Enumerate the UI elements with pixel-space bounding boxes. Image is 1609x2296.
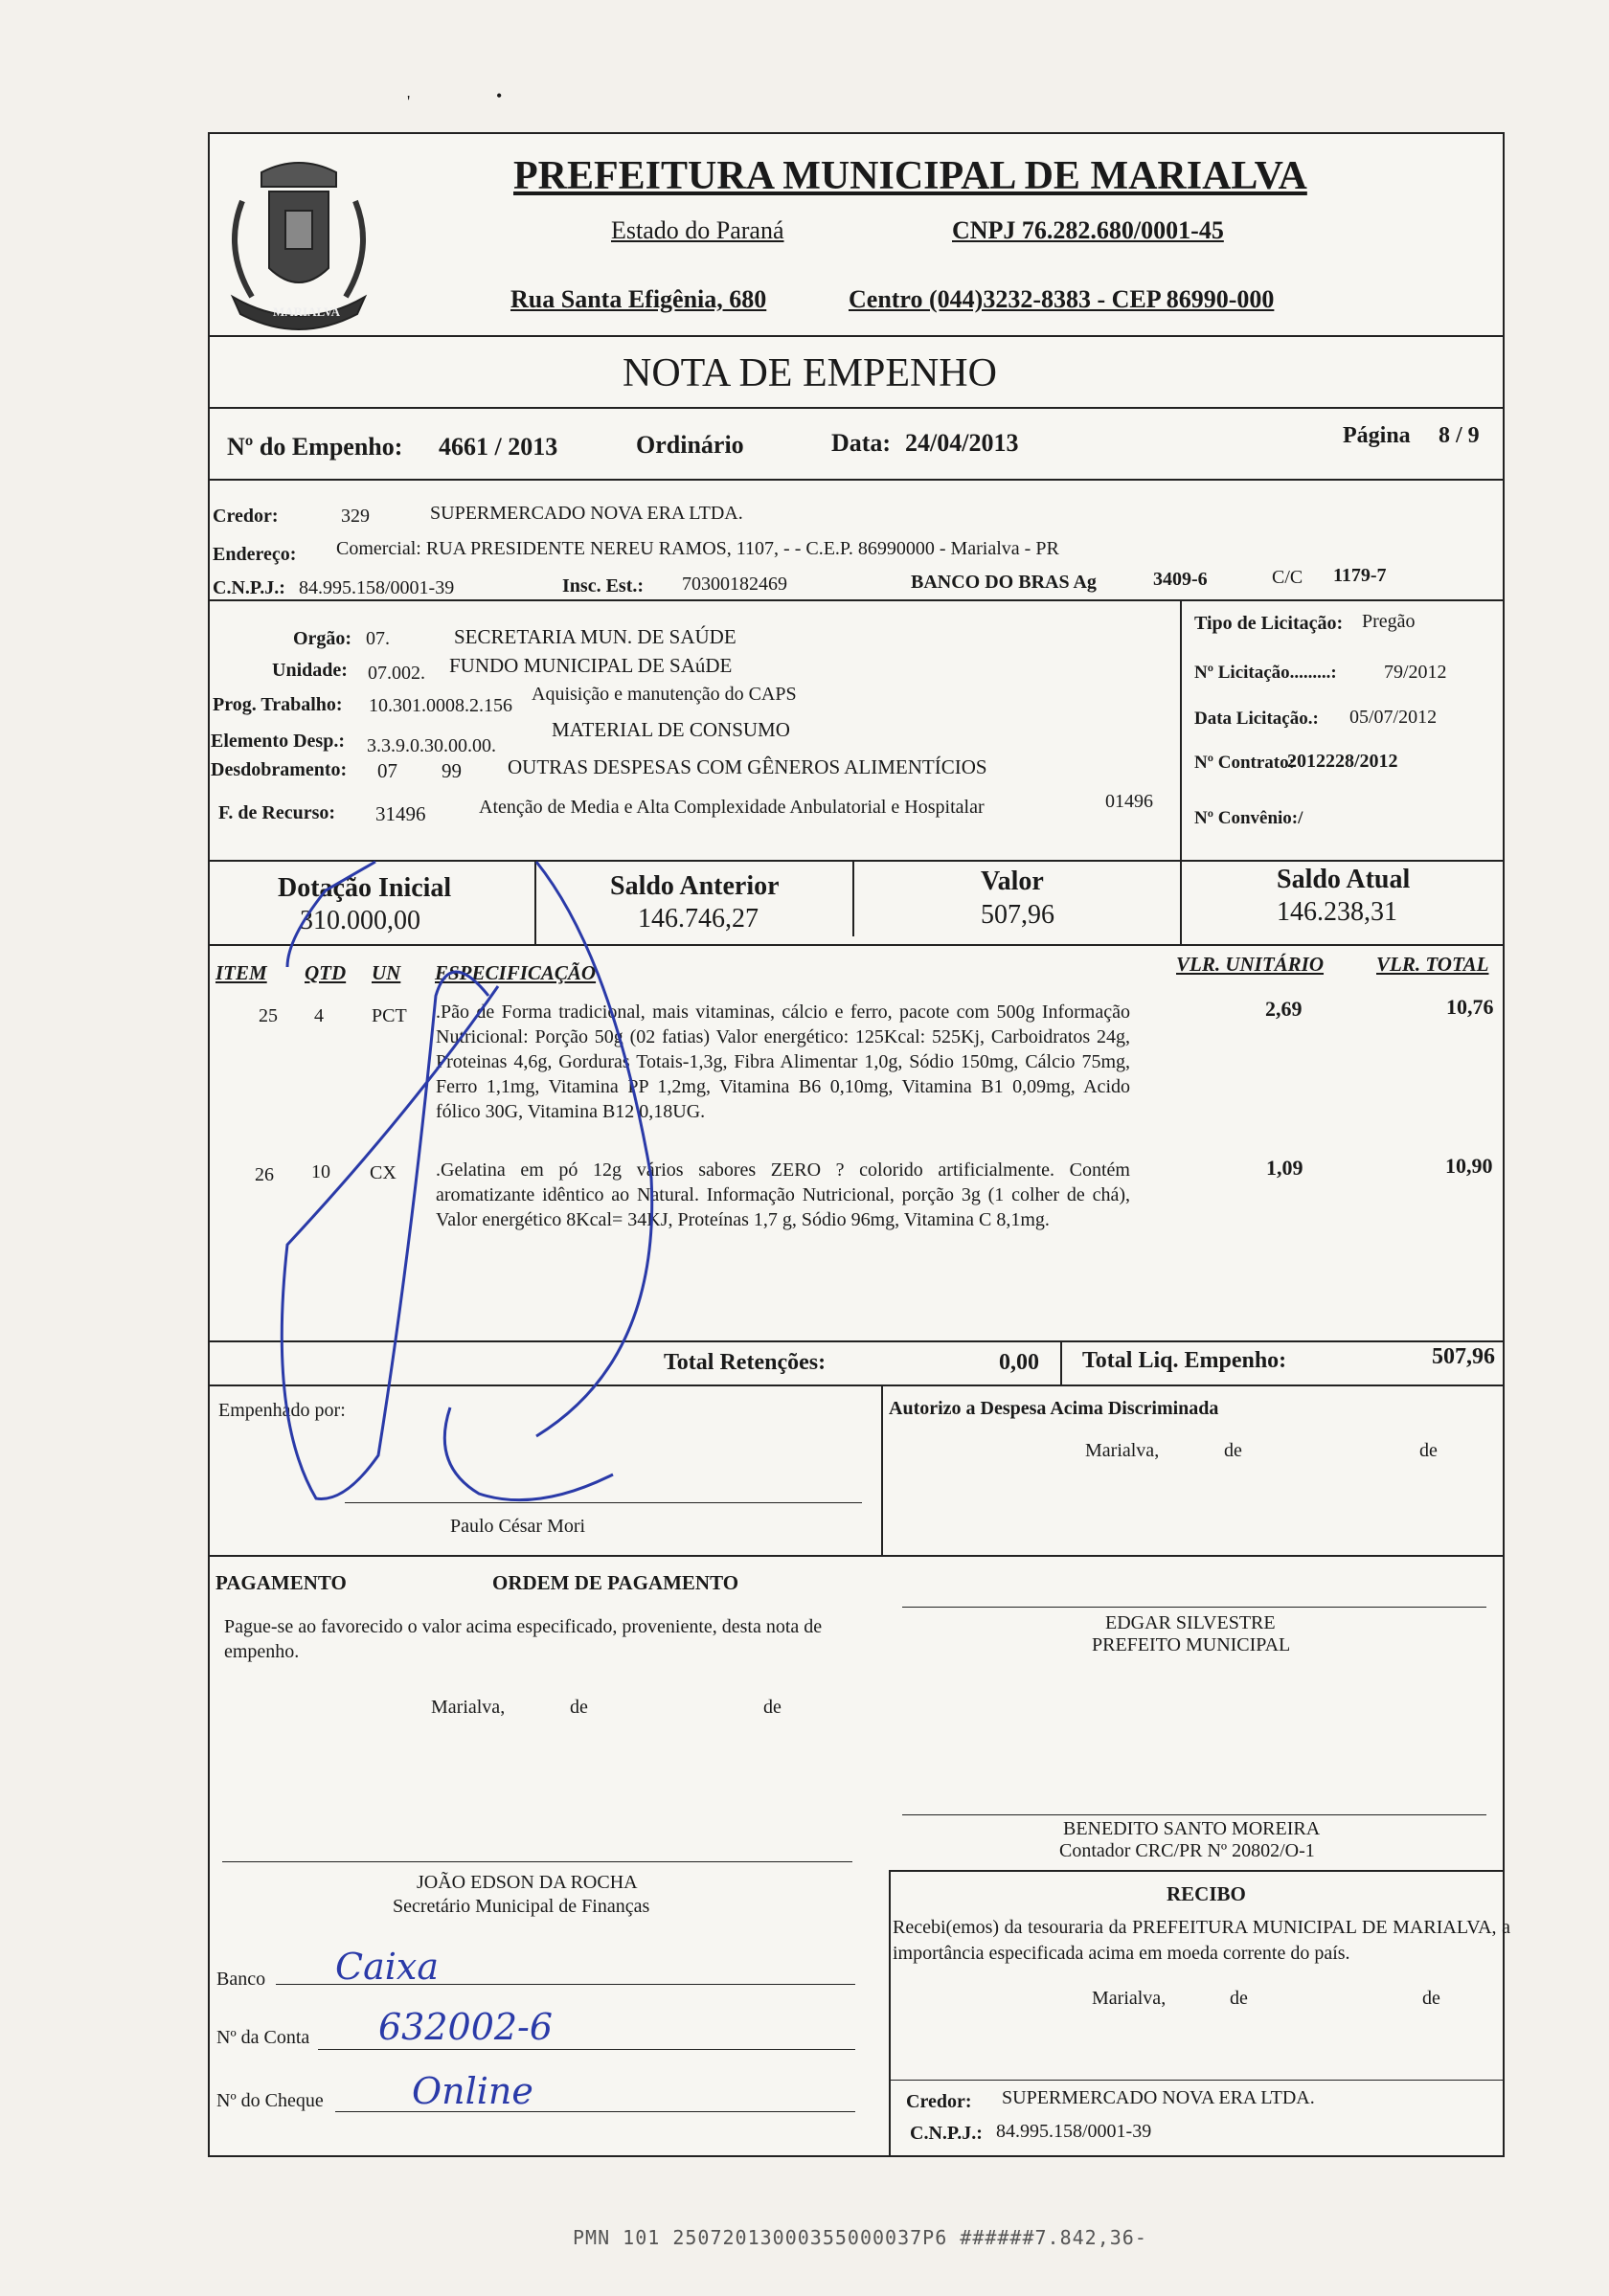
col-unit-price: VLR. UNITÁRIO bbox=[1176, 953, 1325, 976]
cnpj-label: C.N.P.J.: bbox=[213, 577, 285, 598]
contrato-number: 2012228/2012 bbox=[1287, 751, 1398, 772]
recibo-cnpj-label: C.N.P.J.: bbox=[910, 2123, 983, 2144]
empenho-date-label: Data: bbox=[831, 429, 892, 457]
item-1-unit-price: 2,69 bbox=[1265, 997, 1303, 1021]
item-1-number: 25 bbox=[259, 1005, 278, 1026]
unidade-code: 07.002. bbox=[368, 663, 425, 684]
payment-text: Pague-se ao favorecido o valor acima especificado, proveniente, desta nota de empenho. bbox=[224, 1616, 823, 1662]
autorizo-label: Autorizo a Despesa Acima Discriminada bbox=[889, 1398, 1219, 1419]
creditor-bank: BANCO DO BRAS Ag bbox=[911, 572, 1097, 593]
conta-label: Nº da Conta bbox=[216, 2027, 310, 2048]
desd-name: OUTRAS DESPESAS COM GÊNEROS ALIMENTÍCIOS bbox=[508, 755, 987, 778]
fonte-label: F. de Recurso: bbox=[218, 802, 336, 823]
address-label: Endereço: bbox=[213, 544, 297, 565]
prefeito-name: EDGAR SILVESTRE bbox=[1105, 1612, 1276, 1633]
empenhado-label: Empenhado por: bbox=[218, 1400, 346, 1421]
liquido-value: 507,96 bbox=[1432, 1344, 1495, 1369]
saldo-anterior-value: 146.746,27 bbox=[638, 904, 759, 934]
licitacao-type: Pregão bbox=[1362, 611, 1416, 632]
item-2-spec: .Gelatina em pó 12g vários sabores ZERO ? colorido artificialmente. Contém aromatizante idêntico ao Natural. Informação Nutricional, porção 3g (1 colher de chá), Valor energético 8Kcal= 34KJ, Proteínas 1,7 g, Sódio 96mg, Vitamina C 8,1mg. bbox=[436, 1159, 1130, 1230]
autorizo-de-2: de bbox=[1419, 1440, 1438, 1461]
convenio-label: Nº Convênio:/ bbox=[1194, 808, 1303, 828]
page-number: 8 / 9 bbox=[1439, 423, 1480, 448]
empenho-date: 24/04/2013 bbox=[905, 429, 1019, 457]
item-2-un: CX bbox=[370, 1162, 397, 1183]
empenho-type: Ordinário bbox=[636, 431, 744, 459]
creditor-label: Credor: bbox=[213, 506, 279, 527]
retencoes-value: 0,00 bbox=[999, 1350, 1039, 1375]
header-contact: Centro (044)3232-8383 - CEP 86990-000 bbox=[849, 285, 1275, 313]
footer-code: PMN 101 25072013000355000037P6 ######7.842,36- bbox=[573, 2226, 1147, 2249]
recibo-text: Recebi(emos) da tesouraria da PREFEITURA MUNICIPAL DE MARIALVA, a importância especificada acima em moeda corrente do país. bbox=[893, 1917, 1510, 1964]
creditor-name: SUPERMERCADO NOVA ERA LTDA. bbox=[430, 503, 743, 524]
col-un: UN bbox=[372, 961, 401, 984]
fonte-code2: 01496 bbox=[1105, 791, 1153, 812]
item-1-un: PCT bbox=[372, 1005, 407, 1026]
recibo-credor: SUPERMERCADO NOVA ERA LTDA. bbox=[1002, 2087, 1315, 2108]
payment-de-2: de bbox=[763, 1697, 782, 1718]
recibo-cnpj: 84.995.158/0001-39 bbox=[996, 2121, 1152, 2142]
liquido-label: Total Liq. Empenho: bbox=[1082, 1348, 1287, 1373]
banco-handwritten: Caixa bbox=[335, 1946, 439, 1988]
crest-label: MARIALVA bbox=[273, 304, 341, 319]
saldo-atual-label: Saldo Atual bbox=[1277, 865, 1411, 894]
item-1-spec: .Pão de Forma tradicional, mais vitaminas, cálcio e ferro, pacote com 500g Informação Nutricional: Porção 50g (02 fatias) Valor energético: 125Kcal: 525Kj, Carboidratos 24g, Proteinas 4,6g, Gorduras Totais-1,3g, Fibra Alimentar 1,0g, Sódio 150mg, Cálcio 75mg, Ferro 1,1mg, Vitamina PP 1,2mg, Vitamina B6 0,10mg, Vitamina B1 0,09mg, Acido fólico 30G, Vitamina B12 0,18UG. bbox=[436, 1002, 1130, 1122]
empenhado-name: Paulo César Mori bbox=[450, 1516, 586, 1537]
elem-name: MATERIAL DE CONSUMO bbox=[552, 718, 790, 741]
retencoes-label: Total Retenções: bbox=[664, 1350, 827, 1375]
contrato-label: Nº Contrato: bbox=[1194, 753, 1295, 773]
header-cnpj: CNPJ 76.282.680/0001-45 bbox=[952, 216, 1224, 244]
account-label: C/C bbox=[1272, 567, 1303, 588]
desd-label: Desdobramento: bbox=[211, 759, 348, 780]
page-title: PREFEITURA MUNICIPAL DE MARIALVA bbox=[513, 154, 1307, 198]
item-2-unit-price: 1,09 bbox=[1266, 1156, 1303, 1180]
prog-name: Aquisição e manutenção do CAPS bbox=[532, 684, 797, 705]
creditor-ie: 70300182469 bbox=[682, 574, 787, 595]
item-2-qtd: 10 bbox=[311, 1161, 330, 1182]
secretario-name: JOÃO EDSON DA ROCHA bbox=[417, 1872, 638, 1893]
autorizo-place: Marialva, bbox=[1085, 1440, 1160, 1461]
conta-handwritten: 632002-6 bbox=[378, 2006, 554, 2048]
desd-code: 07 bbox=[377, 759, 397, 782]
creditor-account: 1179-7 bbox=[1333, 565, 1387, 586]
creditor-code: 329 bbox=[341, 506, 370, 527]
item-2-number: 26 bbox=[255, 1164, 274, 1185]
dotacao-label: Dotação Inicial bbox=[278, 873, 452, 903]
coat-of-arms-icon bbox=[214, 153, 384, 352]
ordem-label: ORDEM DE PAGAMENTO bbox=[492, 1571, 739, 1594]
unidade-label: Unidade: bbox=[272, 660, 348, 681]
creditor-cnpj: 84.995.158/0001-39 bbox=[299, 577, 455, 598]
recibo-place: Marialva, bbox=[1092, 1988, 1167, 2009]
pagamento-label: PAGAMENTO bbox=[215, 1571, 347, 1594]
item-1-total: 10,76 bbox=[1446, 995, 1494, 1019]
creditor-address: Comercial: RUA PRESIDENTE NEREU RAMOS, 1107, - - C.E.P. 86990000 - Marialva - PR bbox=[336, 538, 1059, 559]
col-qtd: QTD bbox=[305, 961, 347, 984]
item-2-total: 10,90 bbox=[1445, 1154, 1493, 1178]
orgao-code: 07. bbox=[366, 628, 390, 649]
prog-code: 10.301.0008.2.156 bbox=[369, 695, 512, 716]
col-item: ITEM bbox=[215, 961, 267, 984]
unidade-name: FUNDO MUNICIPAL DE SAúDE bbox=[449, 654, 733, 677]
licitacao-number: 79/2012 bbox=[1384, 662, 1447, 683]
col-spec: ESPECIFICAÇÃO bbox=[435, 961, 597, 984]
fonte-code: 31496 bbox=[375, 802, 426, 825]
licitacao-date: 05/07/2012 bbox=[1349, 707, 1438, 728]
licitacao-number-label: Nº Licitação.........: bbox=[1194, 663, 1337, 683]
payment-de-1: de bbox=[570, 1697, 588, 1718]
contador-role: Contador CRC/PR Nº 20802/O-1 bbox=[1059, 1840, 1315, 1861]
cheque-label: Nº do Cheque bbox=[216, 2090, 324, 2111]
header-street: Rua Santa Efigênia, 680 bbox=[510, 285, 767, 313]
recibo-credor-label: Credor: bbox=[906, 2091, 972, 2112]
secretario-role: Secretário Municipal de Finanças bbox=[393, 1896, 650, 1917]
orgao-name: SECRETARIA MUN. DE SAÚDE bbox=[454, 625, 737, 648]
elem-label: Elemento Desp.: bbox=[211, 731, 345, 752]
dotacao-value: 310.000,00 bbox=[300, 906, 420, 935]
stray-mark: ' bbox=[407, 92, 411, 111]
empenho-number: 4661 / 2013 bbox=[439, 433, 558, 461]
prog-label: Prog. Trabalho: bbox=[213, 694, 343, 715]
licitacao-date-label: Data Licitação.: bbox=[1194, 709, 1319, 729]
ie-label: Insc. Est.: bbox=[562, 575, 645, 597]
fonte-name: Atenção de Media e Alta Complexidade Anbulatorial e Hospitalar bbox=[479, 797, 985, 818]
recibo-de-2: de bbox=[1422, 1988, 1440, 2009]
contador-name: BENEDITO SANTO MOREIRA bbox=[1063, 1818, 1321, 1839]
payment-place: Marialva, bbox=[431, 1697, 506, 1718]
col-total: VLR. TOTAL bbox=[1376, 953, 1489, 976]
item-1-qtd: 4 bbox=[314, 1005, 324, 1026]
prefeito-role: PREFEITO MUNICIPAL bbox=[1092, 1634, 1291, 1655]
saldo-atual-value: 146.238,31 bbox=[1277, 897, 1397, 927]
recibo-de-1: de bbox=[1230, 1988, 1248, 2009]
orgao-label: Orgão: bbox=[293, 628, 352, 649]
creditor-agency: 3409-6 bbox=[1153, 569, 1208, 590]
cheque-handwritten: Online bbox=[412, 2070, 533, 2112]
document-type-title: NOTA DE EMPENHO bbox=[623, 351, 997, 395]
saldo-anterior-label: Saldo Anterior bbox=[610, 871, 780, 901]
elem-code: 3.3.9.0.30.00.00. bbox=[367, 735, 496, 756]
stray-mark: • bbox=[496, 86, 503, 105]
licitacao-type-label: Tipo de Licitação: bbox=[1194, 613, 1344, 634]
valor-value: 507,96 bbox=[981, 900, 1054, 930]
banco-label: Banco bbox=[216, 1969, 266, 1990]
recibo-title: RECIBO bbox=[1167, 1882, 1246, 1905]
empenho-number-label: Nº do Empenho: bbox=[227, 433, 403, 461]
state-name: Estado do Paraná bbox=[611, 216, 784, 244]
autorizo-de-1: de bbox=[1224, 1440, 1242, 1461]
desd-sub: 99 bbox=[442, 759, 462, 782]
page-number-label: Página bbox=[1343, 423, 1411, 448]
valor-label: Valor bbox=[981, 867, 1044, 896]
